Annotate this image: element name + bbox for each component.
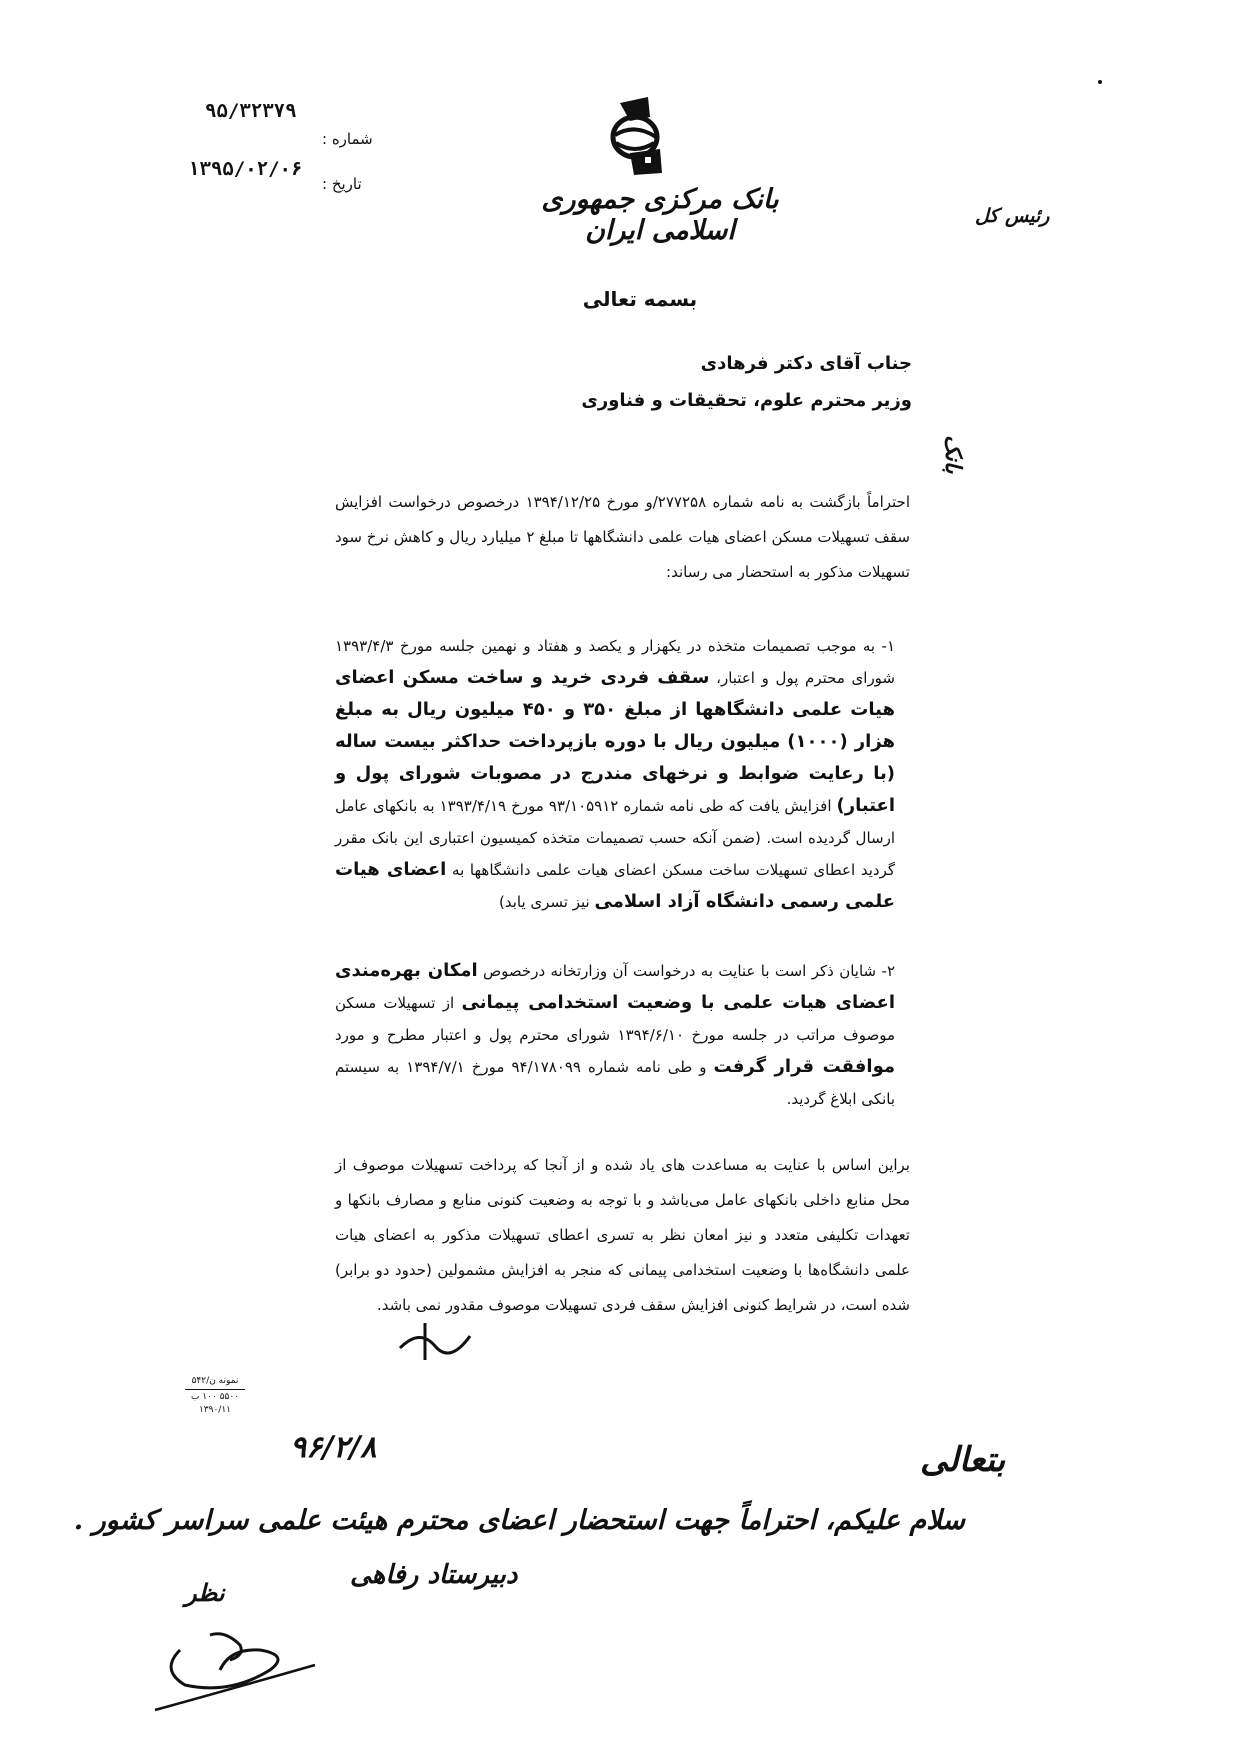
basmala: بسمه تعالی [582, 287, 698, 311]
letter-number-label: شماره : [322, 130, 373, 148]
conclusion-paragraph: براین اساس با عنایت به مساعدت های یاد شده و از آنجا که پرداخت تسهیلات موصوف از محل منابع داخلی بانکهای عامل می‌باشد و با توجه به وضعیت کنونی منابع و مصارف بانکها و تعهدات تکلیفی متعدد و نیز امعان نظر به تسری اعطای تسهیلات مذکور به اعضای هیات علمی دانشگاه‌ها با وضعیت استخدامی پیمانی که منجر به افزایش مشمولین (حدود دو برابر) شده است، در شرایط کنونی افزایش سقف فردی تسهیلات موصوف مقدور نمی باشد. [335, 1156, 910, 1314]
handwritten-note: نظر [185, 1578, 225, 1607]
item-bold-text: موافقت قرار گرفت [713, 1056, 895, 1077]
form-code-line: ۵۵۰۰ ۱۰۰ ب [190, 1392, 240, 1402]
handwritten-signature [150, 1610, 320, 1720]
list-item [335, 955, 895, 1115]
sender-title: رئیس کل [975, 205, 1050, 227]
central-bank-emblem-icon [590, 95, 680, 180]
form-code-line: ۱۳۹۰/۱۱ [198, 1405, 232, 1415]
handwritten-date: ۹۶/۲/۸ [290, 1430, 377, 1465]
scan-dot [1098, 80, 1102, 84]
form-code-divider [185, 1389, 245, 1390]
handwritten-heading: بتعالی [920, 1440, 1006, 1480]
list-item [335, 630, 895, 918]
item-text: از تسهیلات مسکن موصوف مراتب در جلسه مورخ ۱۳۹۴/۶/۱۰ شورای محترم پول و اعتبار مطرح و مورد [335, 994, 895, 1044]
intro-paragraph: احتراماً بازگشت به نامه شماره ۲۷۷۲۵۸/و مورخ ۱۳۹۴/۱۲/۲۵ درخصوص درخواست افزایش سقف تسهیلات مسکن اعضای هیات علمی دانشگاهها تا مبلغ ۲ میلیارد ریال و کاهش نرخ سود تسهیلات مذکور به استحضار می رساند: [335, 493, 910, 581]
bank-name: بانک مرکزی جمهوری اسلامی ایران [541, 184, 779, 246]
item-text: افزایش یافت که طی نامه شماره ۹۳/۱۰۵۹۱۲ مورخ ۱۳۹۳/۴/۱۹ به بانکهای عامل ارسال گردیده است. (ضمن آنکه حسب تصمیمات متخذه کمیسیون اعتباری این بانک مقرر گردید اعطای تسهیلات ساخت مسکن اعضای هیات علمی دانشگاهها به [335, 797, 895, 879]
letter-number-value: ۹۵/۳۲۳۷۹ [205, 100, 297, 122]
item-text: به موجب تصمیمات متخذه در یکهزار و یکصد و هفتاد و نهمین جلسه مورخ ۱۳۹۳/۴/۳ شورای محترم پول و اعتبار، [335, 637, 895, 687]
form-code-line: نمونه ن/۵۴۲ [191, 1376, 239, 1386]
handwritten-line: سلام علیکم، احتراماً جهت استحضار اعضای محترم هیئت علمی سراسر کشور . [73, 1505, 965, 1536]
item-number: ۲- [881, 962, 895, 980]
letter-date-value: ۱۳۹۵/۰۲/۰۶ [188, 158, 303, 180]
handwritten-signatory: دبیرستاد رفاهی [350, 1560, 518, 1590]
item-bold-text: اعضای هیات علمی رسمی دانشگاه آزاد اسلامی [335, 859, 895, 912]
addressee-title: وزیر محترم علوم، تحقیقات و فناوری [581, 390, 912, 411]
item-bold-text: امکان بهره‌مندی اعضای هیات علمی با وضعیت استخدامی پیمانی [335, 960, 895, 1013]
item-bold-text: سقف فردی خرید و ساخت مسکن اعضای هیات علمی دانشگاهها از مبلغ ۳۵۰ و ۴۵۰ میلیون ریال به مبلغ هزار (۱۰۰۰) میلیون ریال با دوره بازپرداخت حداکثر بیست ساله (با رعایت ضوابط و نرخهای مندرج در مصوبات شورای پول و اعتبار) [335, 667, 896, 816]
item-text: نیز تسری یابد) [498, 893, 595, 911]
item-text: و طی نامه شماره ۹۴/۱۷۸۰۹۹ مورخ ۱۳۹۴/۷/۱ به سیستم بانکی ابلاغ گردید. [335, 1058, 895, 1108]
item-number: ۱- [881, 637, 895, 655]
margin-mark: بانک [940, 435, 966, 474]
item-text: شایان ذکر است با عنایت به درخواست آن وزارتخانه درخصوص [477, 962, 877, 980]
addressee-name: جناب آقای دکتر فرهادی [700, 353, 912, 374]
signature-mark [395, 1318, 475, 1363]
form-code [185, 1375, 245, 1417]
letter-date-label: تاریخ : [322, 175, 362, 193]
